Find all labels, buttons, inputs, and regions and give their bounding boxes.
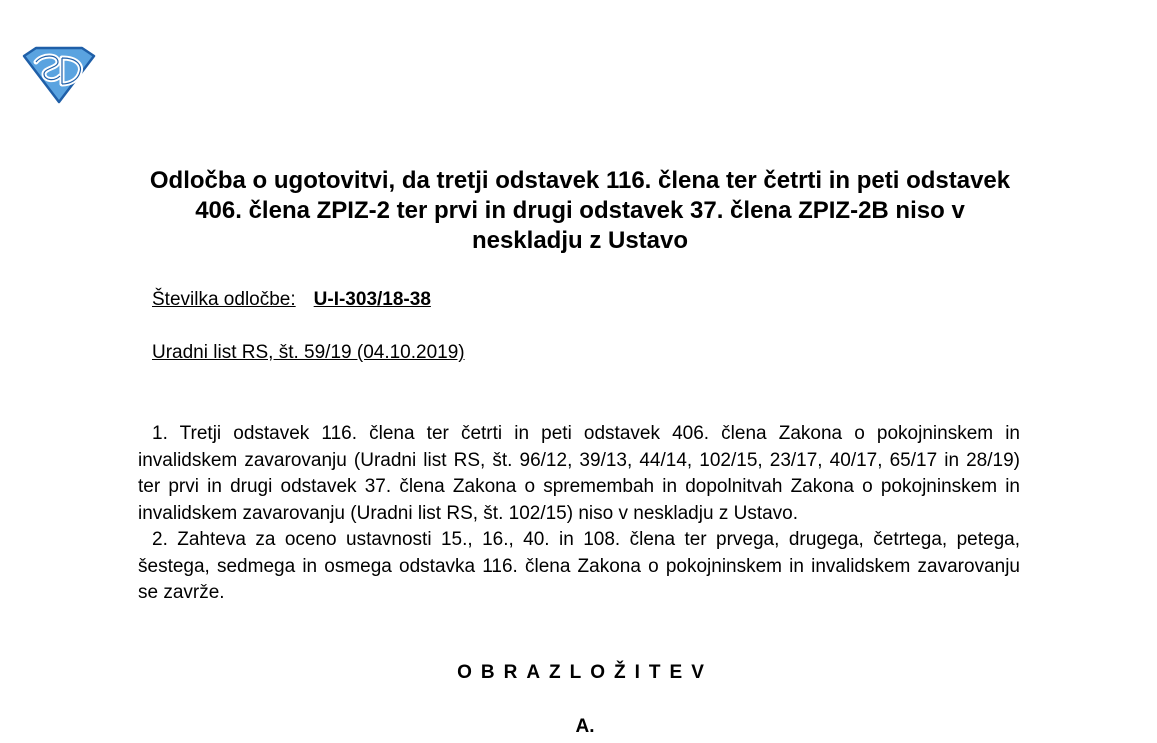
page-title: Odločba o ugotovitvi, da tretji odstavek 116. člena ter četrti in peti odstavek 406. člena ZPIZ-2 ter prvi in drugi odstavek 37. člena ZPIZ-2B niso v neskladju z Ustavo [149,167,1011,254]
gazette-reference: Uradni list RS, št. 59/19 (04.10.2019) [152,342,465,363]
constitutional-court-logo [22,46,96,104]
decision-number-label: Številka odločbe: [152,289,296,310]
decision-point-1: 1. Tretji odstavek 116. člena ter četrti in peti odstavek 406. člena Zakona o pokojninskem in invalidskem zavarovanju (Uradni list RS, št. 96/12, 39/13, 44/14, 102/15, 23/17, 40/17, 65/17 in 28/19) ter prvi in drugi odstavek 37. člena Zakona o spremembah in dopolnitvah Zakona o pokojninskem in invalidskem zavarovanju (Uradni list RS, št. 102/15) niso v neskladju z Ustavo. [138,423,1020,524]
decision-number-value: U-I-303/18-38 [313,289,431,310]
section-a-heading: A. [575,716,595,737]
decision-body [138,421,1020,607]
reasoning-heading: OBRAZLOŽITEV [457,662,713,683]
decision-number [152,288,431,312]
decision-point-2: 2. Zahteva za oceno ustavnosti 15., 16., 40. in 108. člena ter prvega, drugega, četrtega, petega, šestega, sedmega in osmega odstavka 116. člena Zakona o pokojninskem in invalidskem zavarovanju se zavrže. [138,529,1020,603]
